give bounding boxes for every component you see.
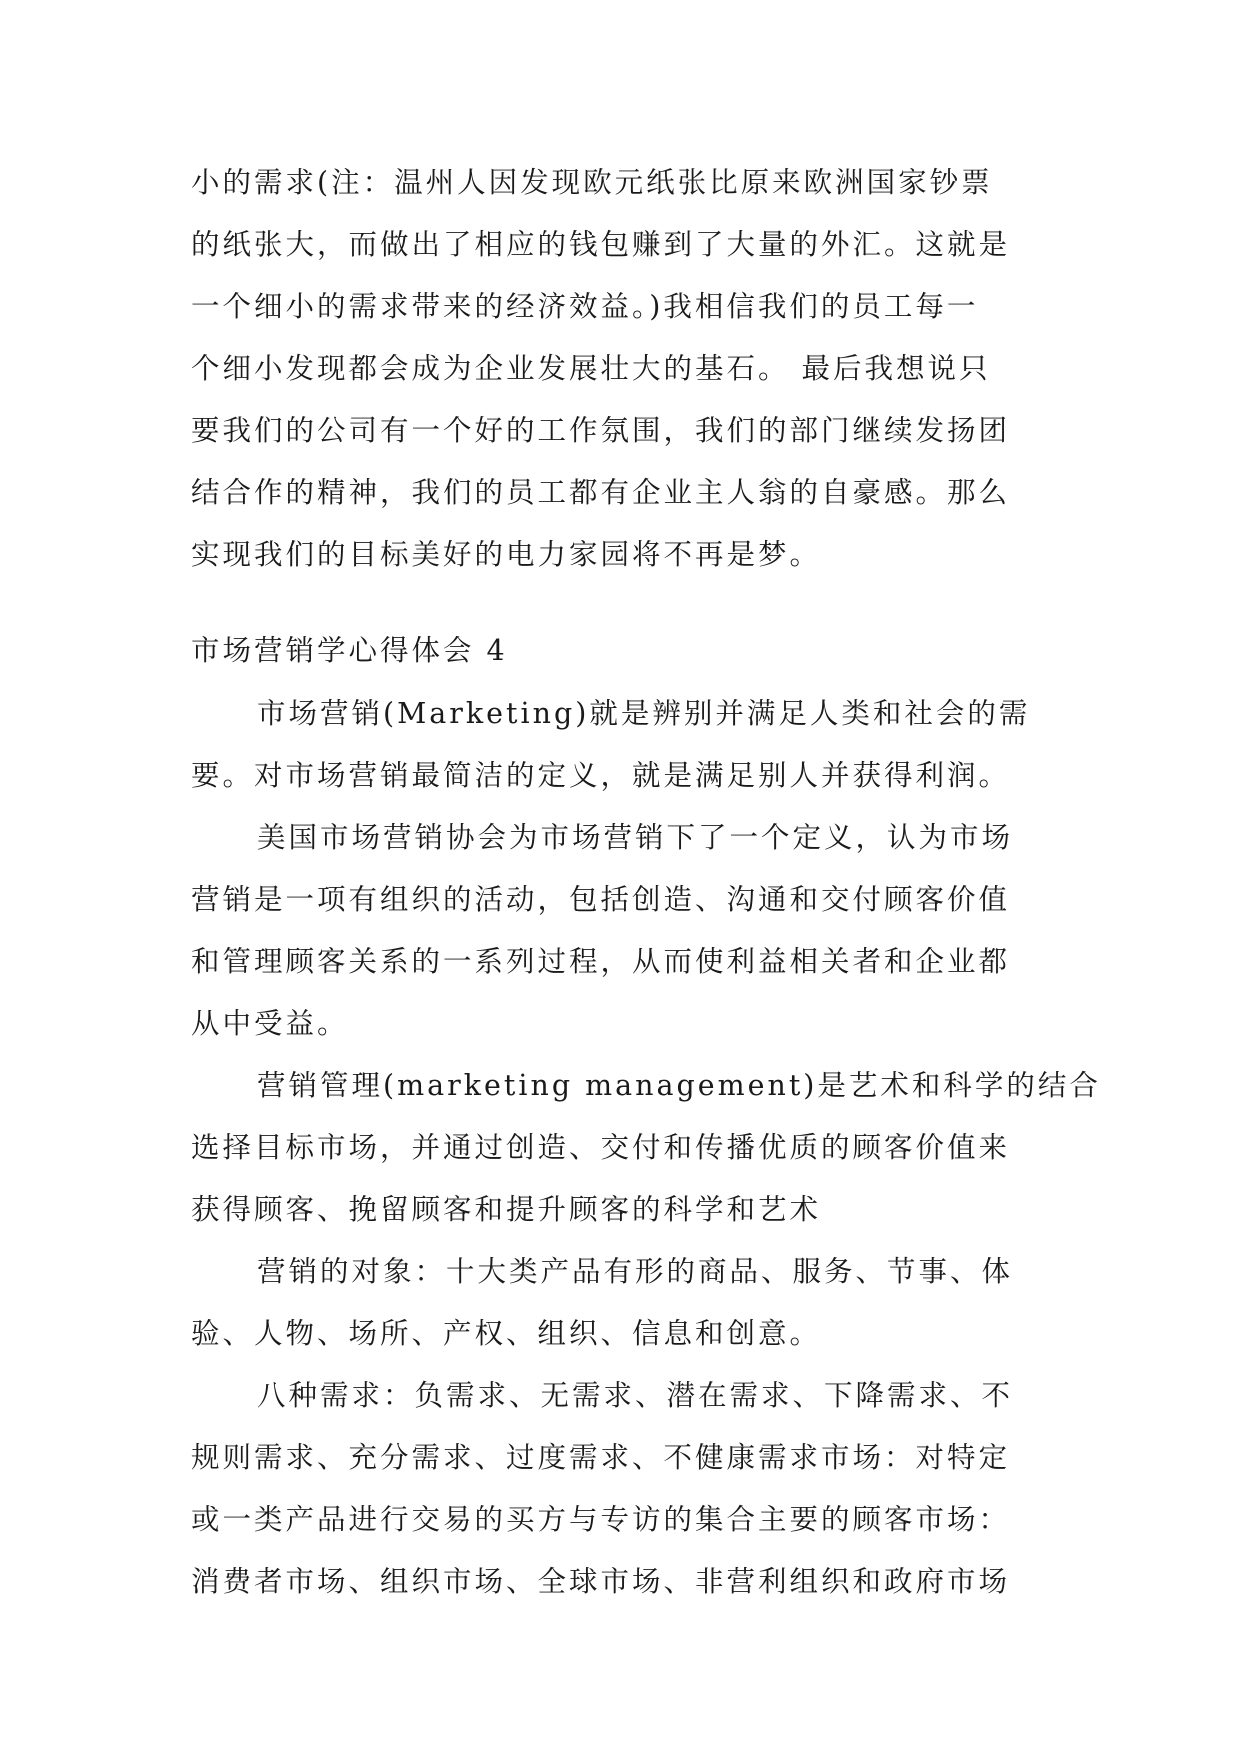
section-body (191, 683, 1101, 1613)
paragraph-marketing-objects (191, 1241, 1071, 1365)
paragraph-ama-definition (191, 807, 1071, 1055)
text-line: 实现我们的目标美好的电力家园将不再是梦。 (191, 538, 822, 571)
paragraph-definition (191, 683, 1071, 807)
section-heading: 市场营销学心得体会 4 (191, 634, 508, 667)
text-line: 要我们的公司有一个好的工作氛围，我们的部门继续发扬团 (191, 414, 1011, 447)
text-line: 营销管理(marketing management)是艺术和科学的结合 (257, 1069, 1101, 1102)
text-line: 个细小发现都会成为企业发展壮大的基石。 最后我想说只 (191, 352, 991, 385)
text-line: 的纸张大，而做出了相应的钱包赚到了大量的外汇。这就是 (191, 228, 1011, 261)
section-heading-block (191, 620, 1071, 682)
text-line: 消费者市场、组织市场、全球市场、非营利组织和政府市场 (191, 1565, 1011, 1598)
text-line: 选择目标市场，并通过创造、交付和传播优质的顾客价值来 (191, 1131, 1011, 1164)
text-line: 八种需求：负需求、无需求、潜在需求、下降需求、不 (257, 1379, 1014, 1412)
text-line: 一个细小的需求带来的经济效益。)我相信我们的员工每一 (191, 290, 979, 323)
text-line: 和管理顾客关系的一系列过程，从而使利益相关者和企业都 (191, 945, 1011, 978)
text-line: 市场营销(Marketing)就是辨别并满足人类和社会的需 (257, 697, 1031, 730)
paragraph-eight-demands (191, 1365, 1071, 1613)
text-line: 或一类产品进行交易的买方与专访的集合主要的顾客市场： (191, 1503, 1011, 1536)
continuation-paragraph (191, 152, 1071, 586)
text-line: 规则需求、充分需求、过度需求、不健康需求市场：对特定 (191, 1441, 1011, 1474)
text-line: 获得顾客、挽留顾客和提升顾客的科学和艺术 (191, 1193, 822, 1226)
text-line: 美国市场营销协会为市场营销下了一个定义，认为市场 (257, 821, 1014, 854)
text-line: 验、人物、场所、产权、组织、信息和创意。 (191, 1317, 822, 1350)
paragraph-marketing-management (191, 1055, 1101, 1241)
text-line: 要。对市场营销最简洁的定义，就是满足别人并获得利润。 (191, 759, 1011, 792)
text-line: 小的需求(注：温州人因发现欧元纸张比原来欧洲国家钞票 (191, 166, 993, 199)
text-line: 从中受益。 (191, 1007, 349, 1040)
text-line: 营销的对象：十大类产品有形的商品、服务、节事、体 (257, 1255, 1014, 1288)
text-line: 营销是一项有组织的活动，包括创造、沟通和交付顾客价值 (191, 883, 1011, 916)
text-line: 结合作的精神，我们的员工都有企业主人翁的自豪感。那么 (191, 476, 1011, 509)
